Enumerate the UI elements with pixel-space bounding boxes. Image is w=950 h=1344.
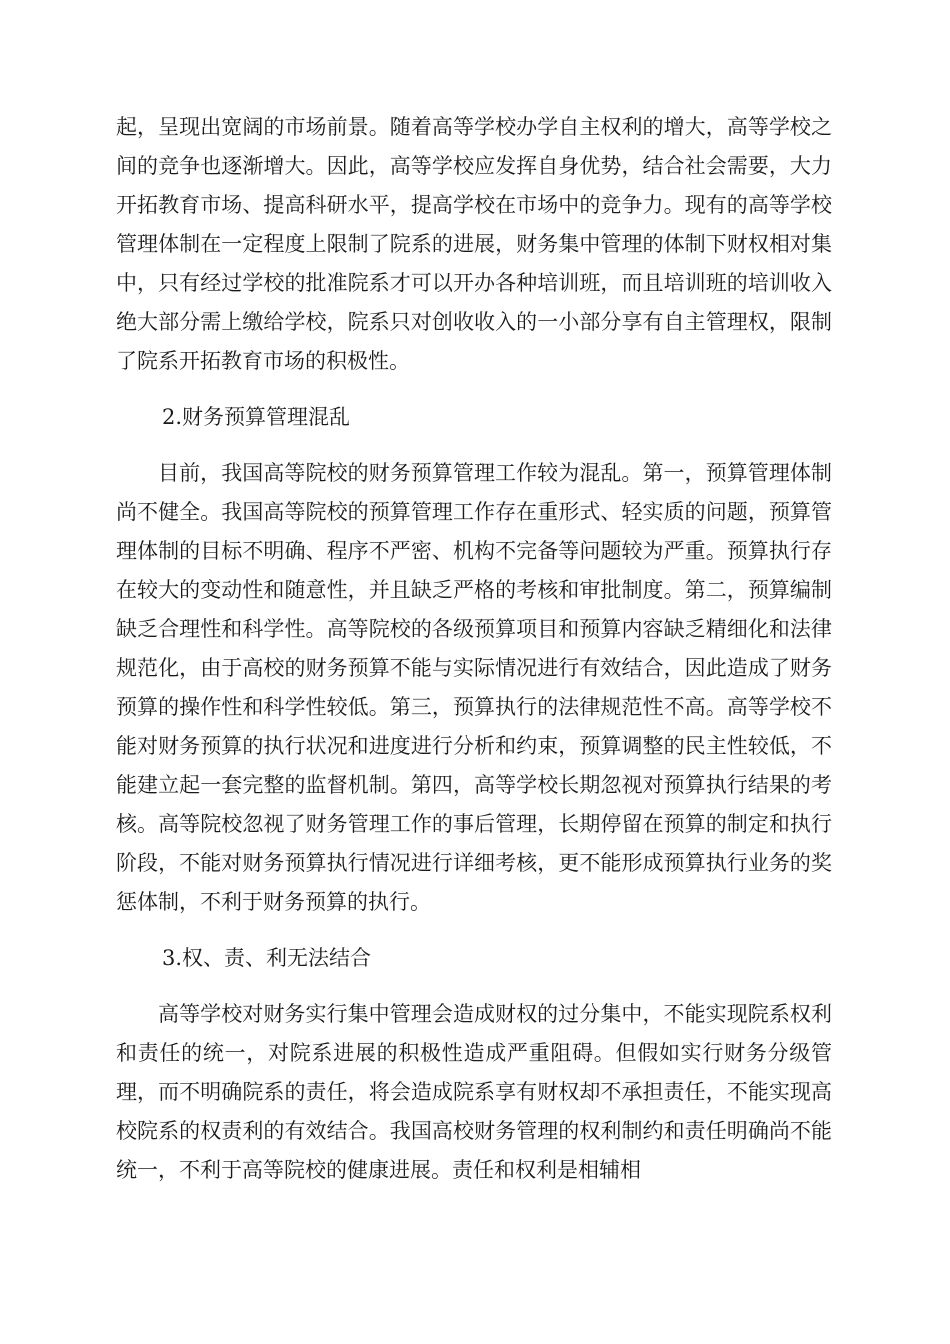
section-heading: 2.财务预算管理混乱 <box>162 405 351 429</box>
document-page <box>116 108 832 1207</box>
body-paragraph: 目前，我国高等院校的财务预算管理工作较为混乱。第一，预算管理体制尚不健全。我国高等院校的预算管理工作存在重形式、轻实质的问题，预算管理体制的目标不明确、程序不严密、机构不完备等问题较为严重。预算执行存在较大的变动性和随意性，并且缺乏严格的考核和审批制度。第二，预算编制缺乏合理性和科学性。高等院校的各级预算项目和预算内容缺乏精细化和法律规范化，由于高校的财务预算不能与实际情况进行有效结合，因此造成了财务预算的操作性和科学性较低。第三，预算执行的法律规范性不高。高等学校不能对财务预算的执行状况和进度进行分析和约束，预算调整的民主性较低，不能建立起一套完整的监督机制。第四，高等学校长期忽视对预算执行结果的考核。高等院校忽视了财务管理工作的事后管理，长期停留在预算的制定和执行阶段，不能对财务预算执行情况进行详细考核，更不能形成预算执行业务的奖惩体制，不利于财务预算的执行。 <box>116 461 832 914</box>
body-paragraph: 高等学校对财务实行集中管理会造成财权的过分集中，不能实现院系权利和责任的统一，对院系进展的积极性造成严重阻碍。但假如实行财务分级管理，而不明确院系的责任，将会造成院系享有财权却不承担责任，不能实现高校院系的权责利的有效结合。我国高校财务管理的权利制约和责任明确尚不能统一，不利于高等院校的健康进展。责任和权利是相辅相 <box>116 1002 832 1182</box>
section-heading: 3.权、责、利无法结合 <box>162 946 372 970</box>
body-paragraph: 起，呈现出宽阔的市场前景。随着高等学校办学自主权利的增大，高等学校之间的竞争也逐渐增大。因此，高等学校应发挥自身优势，结合社会需要，大力开拓教育市场、提高科研水平，提高学校在市场中的竞争力。现有的高等学校管理体制在一定程度上限制了院系的进展，财务集中管理的体制下财权相对集中，只有经过学校的批准院系才可以开办各种培训班，而且培训班的培训收入绝大部分需上缴给学校，院系只对创收收入的一小部分享有自主管理权，限制了院系开拓教育市场的积极性。 <box>116 115 832 373</box>
